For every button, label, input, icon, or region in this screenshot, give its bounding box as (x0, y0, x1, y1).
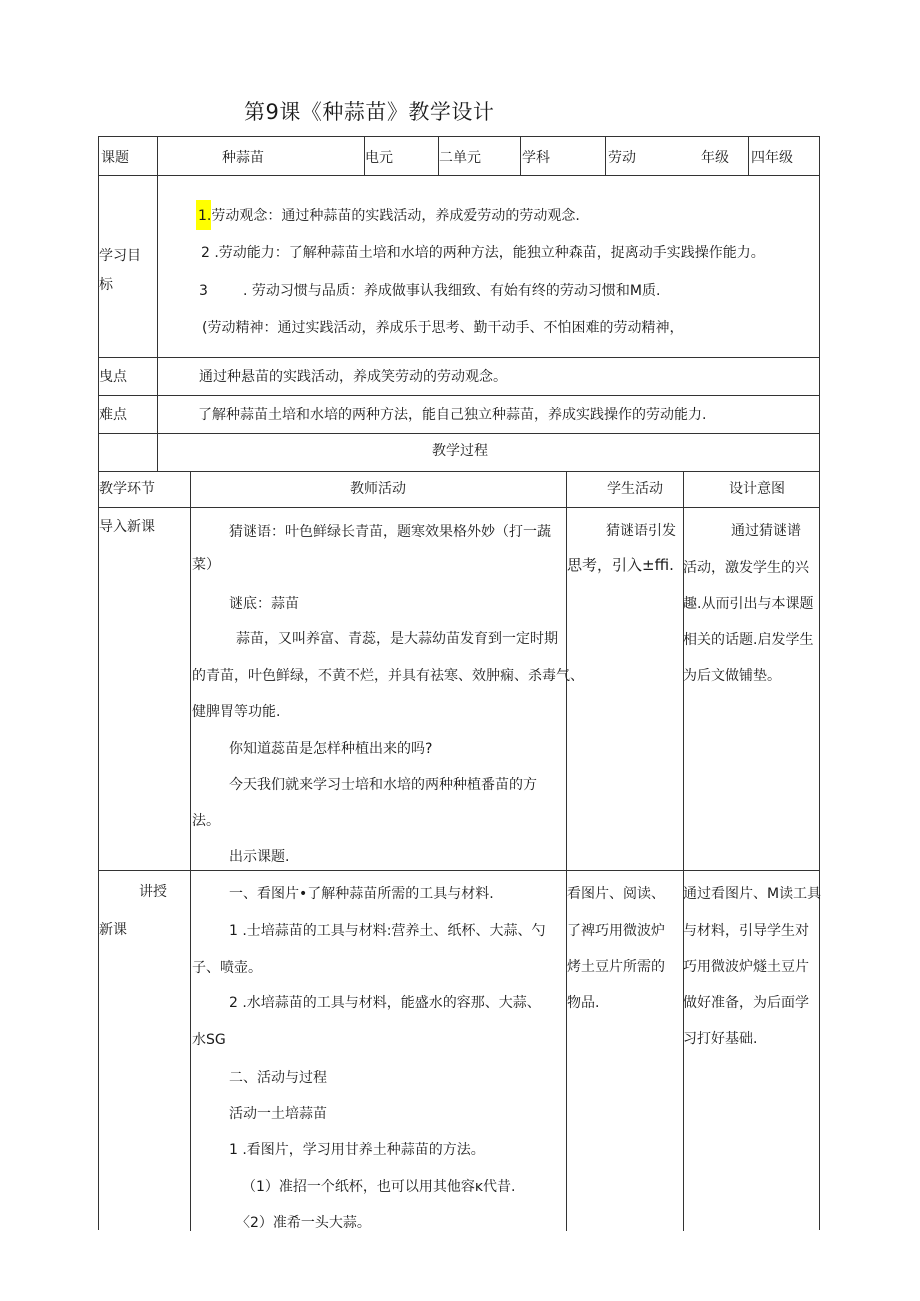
lesson-student-line: 了裨巧用微波炉 (567, 923, 665, 939)
difficulty-text: 了解种蒜苗土培和水培的两种方法，能自己独立种蒜苗，养成实践操作的劳动能力. (198, 407, 707, 423)
lesson-teacher-line: 子、喷壶。 (192, 960, 262, 976)
objectives-label-cont: 标 (99, 277, 113, 293)
lesson-teacher-line: （1）准招一个纸杯，也可以用其他容ĸ代昔. (242, 1179, 516, 1195)
key-point-label: 曳点 (99, 369, 127, 385)
intro-intent-line: 趣.从而引出与本课题 (683, 596, 814, 612)
intro-student-line: 猜谜语引发 (606, 523, 676, 539)
lesson-teacher-line: 活动一土培蒜苗 (229, 1106, 327, 1122)
lesson-intent-line: 巧用微波炉燧土豆片 (683, 959, 809, 975)
intro-teacher-line: 菜） (192, 557, 220, 573)
col-header-teacher: 教师活动 (350, 481, 406, 497)
intro-teacher-line: 今天我们就来学习士培和水培的两种种植番苗的方 (229, 777, 537, 793)
lesson-stage-cont: 新课 (99, 922, 127, 938)
col-header-student: 学生活动 (607, 481, 663, 497)
objectives-label: 学习目 (99, 248, 141, 264)
col-divider (566, 471, 567, 1231)
col-divider (520, 137, 521, 175)
intro-teacher-line: 健脾胃等功能. (192, 704, 281, 720)
lesson-intent-line: 习打好基础. (683, 1031, 758, 1047)
row-divider (99, 395, 819, 396)
col-header-intent: 设计意图 (729, 481, 785, 497)
unit-label: 电元 (365, 150, 393, 166)
grade-value: 四年级 (751, 150, 793, 166)
intro-teacher-line: 谜底：蒜苗 (229, 596, 299, 612)
intro-teacher-line: 你知道蕊苗是怎样种植出来的吗? (229, 741, 433, 757)
col-divider (605, 137, 606, 175)
process-title: 教学过程 (432, 443, 488, 459)
key-point-text: 通过种悬苗的实践活动，养成笑劳动的劳动观念。 (199, 369, 507, 385)
lesson-intent-line: 与材料，引导学生对 (683, 923, 809, 939)
lesson-teacher-line: 〈2）准希一头大蒜。 (236, 1215, 371, 1231)
intro-teacher-line: 蒜苗，又叫养富、青蕊，是大蒜幼苗发育到一定时期 (236, 631, 558, 647)
intro-intent-line: 活动，激发学生的兴 (683, 560, 809, 576)
lesson-teacher-line: 1 .看图片，学习用甘养土种蒜苗的方法。 (229, 1142, 485, 1158)
lesson-teacher-line: 水SG (192, 1032, 226, 1048)
row-divider (99, 870, 819, 871)
intro-student-line: 思考，引入±ffi. (567, 556, 674, 574)
subject-label: 学科 (522, 150, 550, 166)
lesson-stage: 讲授 (139, 884, 167, 900)
subject-value: 劳动 (608, 150, 636, 166)
row-divider (99, 433, 819, 434)
lesson-teacher-line: 1 .士培蒜苗的工具与材料:营养土、纸杯、大蒜、勺 (229, 923, 546, 939)
lesson-teacher-line: 一、看图片•了解种蒜苗所需的工具与材料. (229, 886, 494, 902)
intro-stage: 导入新课 (99, 519, 155, 535)
lesson-teacher-line: 2 .水培蒜苗的工具与材料，能盛水的容那、大蒜、 (229, 995, 541, 1011)
objective-item-1: 1.劳动观念：通过种蒜苗的实践活动，养成爱劳动的劳动观念. (196, 206, 580, 226)
topic-label: 课题 (101, 150, 129, 166)
lesson-teacher-line: 二、活动与过程 (229, 1070, 327, 1086)
topic-value: 种蒜苗 (222, 150, 264, 166)
intro-teacher-line: 法。 (192, 813, 220, 829)
lesson-student-line: 烤土豆片所需的 (567, 959, 665, 975)
objective-item-3: . 劳动习惯与品质：养成做事认我细致、有始有终的劳动习惯和M质. (243, 283, 661, 299)
intro-intent-line: 相关的话题.启发学生 (683, 632, 814, 648)
objective-item-2: 2 .劳动能力：了解种蒜苗土培和水培的两种方法，能独立种森苗，捉离动手实践操作能力。 (201, 245, 765, 261)
lesson-intent-line: 做好准备，为后面学 (683, 995, 809, 1011)
row-divider (99, 175, 819, 176)
intro-teacher-line: 的青苗，叶色鲜绿，不黄不烂，并具有祛寒、效肿痫、杀毒气、 (192, 668, 584, 684)
intro-intent-line: 为后文做铺垫。 (683, 668, 781, 684)
highlighted-number: 1. (196, 200, 211, 230)
col-header-stage: 教学环节 (99, 481, 155, 497)
col-divider (683, 471, 684, 1231)
grade-label: 年级 (701, 150, 729, 166)
page-title: 第9课《种蒜苗》教学设计 (244, 100, 495, 124)
objective-item-3-number: 3 (199, 283, 208, 299)
row-divider (99, 507, 819, 508)
intro-intent-line: 通过猜谜谱 (731, 523, 801, 539)
row-divider (99, 471, 819, 472)
col-divider (748, 137, 749, 175)
lesson-student-line: 看图片、阅读、 (567, 886, 665, 902)
col-divider (157, 137, 158, 471)
lesson-student-line: 物品. (567, 995, 600, 1011)
unit-value: 二单元 (439, 150, 481, 166)
col-divider (190, 471, 191, 1231)
lesson-intent-line: 通过看图片、M读工具 (683, 886, 822, 902)
objective-item-4: (劳动精神：通过实践活动，养成乐于思考、勤干动手、不怕困难的劳动精神， (202, 320, 684, 336)
intro-teacher-line: 猜谜语：叶色鲜绿长青苗，题寒效果格外妙（打一蔬 (229, 524, 551, 540)
difficulty-label: 难点 (99, 407, 127, 423)
intro-teacher-line: 出示课题. (229, 849, 290, 865)
row-divider (99, 357, 819, 358)
